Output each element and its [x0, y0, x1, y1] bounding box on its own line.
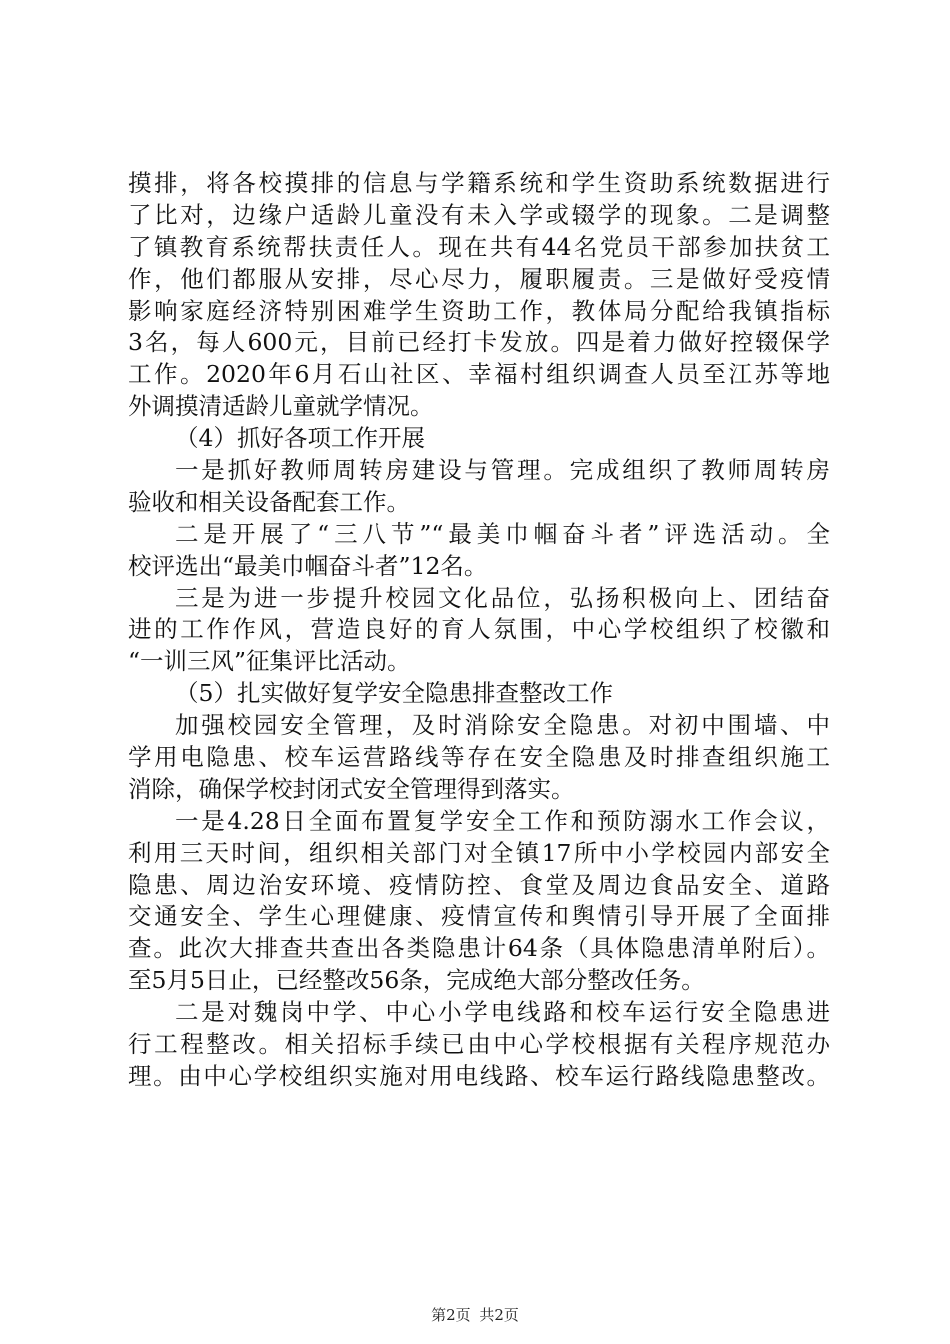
page-footer	[0, 1305, 950, 1325]
text-line: 影响家庭经济特别困难学生资助工作，教体局分配给我镇指标	[128, 296, 830, 325]
text-line: 利用三天时间，组织相关部门对全镇17所中小学校园内部安全	[128, 838, 830, 867]
text-line: （4）抓好各项工作开展	[175, 424, 425, 453]
text-line: 摸排，将各校摸排的信息与学籍系统和学生资助系统数据进行	[128, 169, 830, 197]
text-line: 验收和相关设备配套工作。	[128, 487, 410, 516]
text-line: 了镇教育系统帮扶责任人。现在共有44名党员干部参加扶贫工	[128, 232, 830, 261]
text-line: 理。由中心学校组织实施对用电线路、校车运行路线隐患整改。	[128, 1061, 830, 1090]
text-line: 进的工作作风，营造良好的育人氛围，中心学校组织了校徽和	[128, 615, 830, 644]
text-line: 二是开展了“三八节”“最美巾帼奋斗者”评选活动。全	[175, 519, 830, 548]
text-line: “一训三风”征集评比活动。	[128, 647, 411, 676]
text-line: 查。此次大排查共查出各类隐患计64条（具体隐患清单附后）。	[128, 934, 830, 963]
text-line: 加强校园安全管理，及时消除安全隐患。对初中围墙、中	[175, 711, 830, 740]
text-line: 一是抓好教师周转房建设与管理。完成组织了教师周转房	[175, 456, 830, 485]
text-line: 作，他们都服从安排，尽心尽力，履职履责。三是做好受疫情	[128, 264, 830, 293]
text-line: 校评选出“最美巾帼奋斗者”12名。	[128, 551, 488, 580]
text-line: 至5月5日止，已经整改56条，完成绝大部分整改任务。	[128, 966, 705, 995]
text-line: 隐患、周边治安环境、疫情防控、食堂及周边食品安全、道路	[128, 870, 830, 899]
text-line: 了比对，边缘户适龄儿童没有未入学或辍学的现象。二是调整	[128, 200, 830, 229]
text-line: 学用电隐患、校车运营路线等存在安全隐患及时排查组织施工	[128, 743, 830, 772]
text-line: 行工程整改。相关招标手续已由中心学校根据有关程序规范办	[128, 1030, 830, 1059]
text-line: 二是对魏岗中学、中心小学电线路和校车运行安全隐患进	[175, 998, 830, 1027]
text-line: 一是4.28日全面布置复学安全工作和预防溺水工作会议，	[175, 806, 830, 835]
text-line: 三是为进一步提升校园文化品位，弘扬积极向上、团结奋	[175, 583, 830, 612]
page-total: 共2页	[479, 1306, 519, 1324]
text-line: 外调摸清适龄儿童就学情况。	[128, 392, 434, 421]
text-line: 3名，每人600元，目前已经打卡发放。四是着力做好控辍保学	[128, 328, 830, 357]
text-line: 工作。2020年6月石山社区、幸福村组织调查人员至江苏等地	[128, 360, 830, 389]
text-line: （5）扎实做好复学安全隐患排查整改工作	[175, 679, 613, 708]
text-line: 交通安全、学生心理健康、疫情宣传和舆情引导开展了全面排	[128, 902, 830, 931]
text-line: 消除，确保学校封闭式安全管理得到落实。	[128, 774, 575, 803]
document-body	[128, 168, 830, 1093]
page-number: 第2页	[431, 1306, 471, 1324]
